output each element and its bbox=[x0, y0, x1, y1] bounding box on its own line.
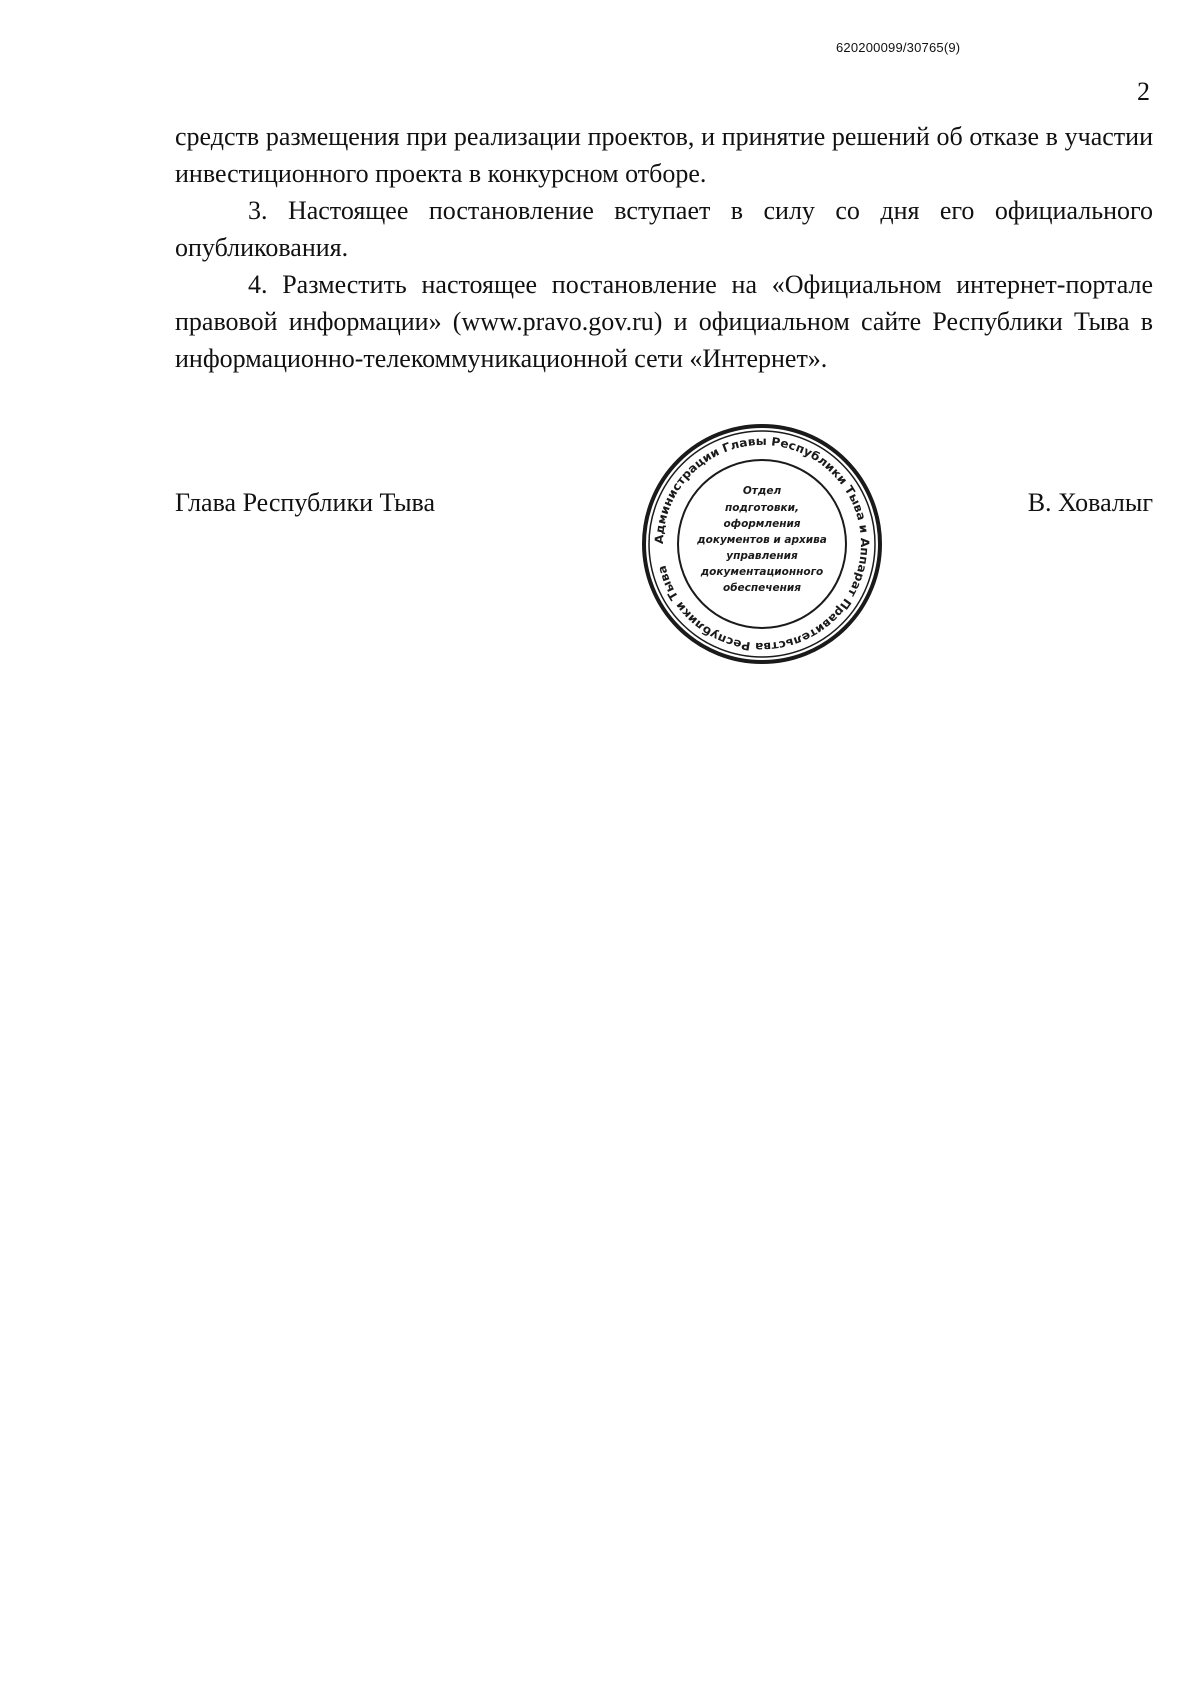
stamp-line: оформления bbox=[723, 518, 801, 530]
signer-position: Глава Республики Тыва bbox=[175, 488, 436, 517]
stamp-line: обеспечения bbox=[723, 582, 801, 594]
paragraph-4: 4. Разместить настоящее постановление на «Официальном интернет-портале правовой информации» (www.pravo.gov.ru) и официальном сайте Республики Тыва в информационно-телекоммуникационной сети «Интернет». bbox=[175, 270, 1153, 373]
stamp-center-text bbox=[696, 485, 827, 594]
official-stamp bbox=[638, 420, 886, 668]
page-number: 2 bbox=[1137, 77, 1150, 106]
document-number: 620200099/30765(9) bbox=[836, 40, 961, 55]
signer-name: В. Ховалыг bbox=[1027, 488, 1153, 517]
stamp-line: документационного bbox=[700, 566, 824, 578]
stamp-line: документов и архива bbox=[697, 534, 827, 546]
stamp-ring-text: Администрации Главы Республики Тыва и Аппарат Правительства Республики Тыва bbox=[651, 433, 873, 655]
paragraph-continuation: средств размещения при реализации проектов, и принятие решений об отказе в участии инвестиционного проекта в конкурсном отборе. bbox=[175, 122, 1153, 188]
stamp-line: Отдел bbox=[742, 485, 782, 497]
document-body bbox=[175, 118, 1153, 377]
stamp-line: управления bbox=[726, 550, 798, 562]
stamp-line: подготовки, bbox=[724, 502, 800, 514]
paragraph-3: 3. Настоящее постановление вступает в силу со дня его официального опубликования. bbox=[175, 196, 1153, 262]
